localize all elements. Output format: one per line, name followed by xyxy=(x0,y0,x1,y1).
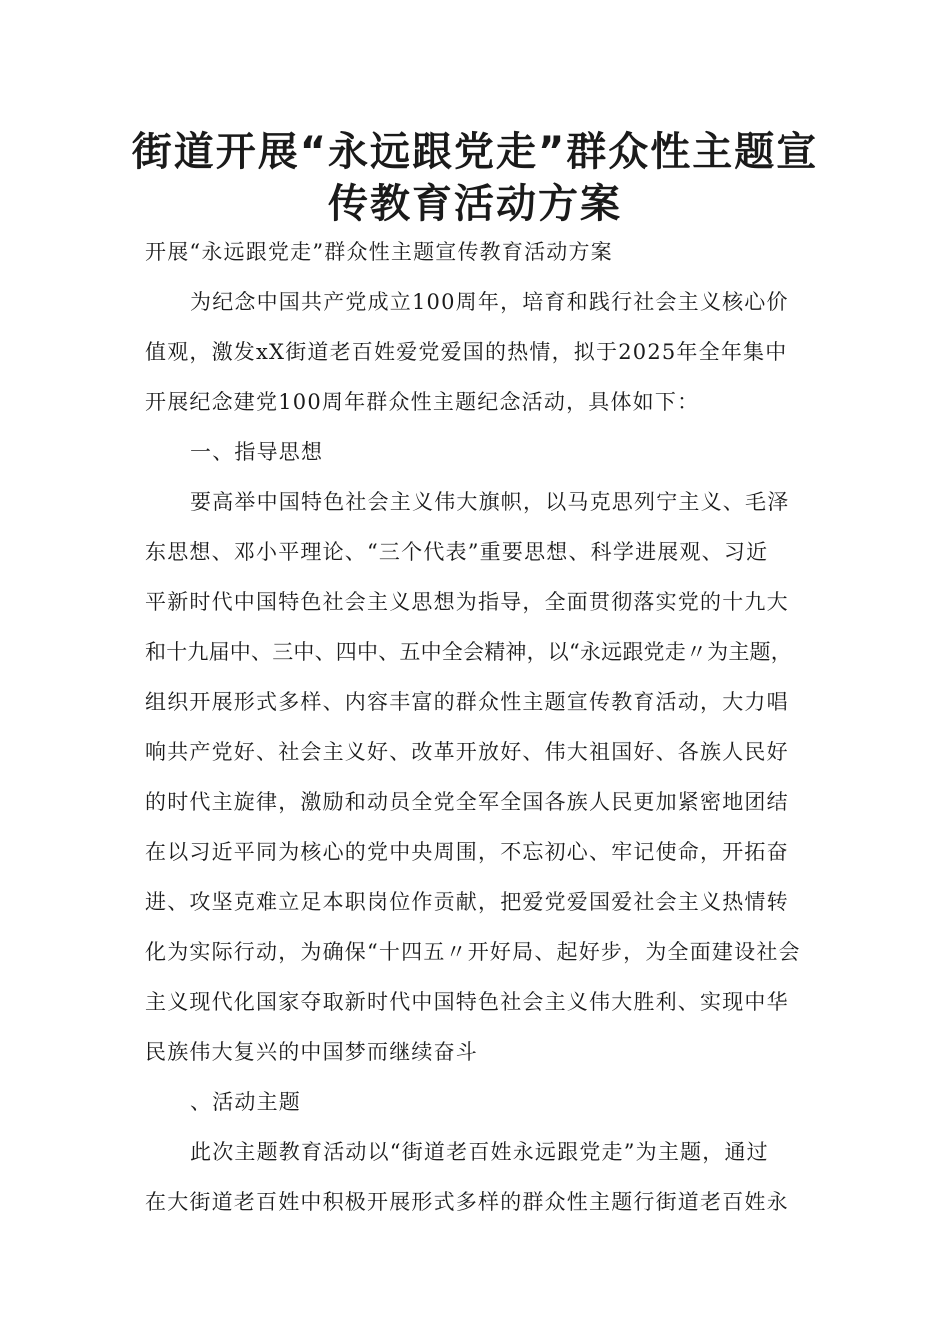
section1-line-7: 的时代主旋律，激励和动员全党全军全国各族人民更加紧密地团结 xyxy=(145,790,789,814)
section1-line-10: 化为实际行动，为确保“十四五〃开好局、起好步，为全面建设社会 xyxy=(145,940,801,964)
section1-line-12: 民族伟大复兴的中国梦而继续奋斗 xyxy=(145,1040,478,1064)
section1-line-2: 东思想、邓小平理论、“三个代表”重要思想、科学进展观、习近 xyxy=(145,540,769,564)
section-heading-guiding-ideology: 一、指导思想 xyxy=(190,440,324,464)
section1-line-3: 平新时代中国特色社会主义思想为指导，全面贯彻落实党的十九大 xyxy=(145,590,789,614)
section1-line-5: 组织开展形式多样、内容丰富的群众性主题宣传教育活动，大力唱 xyxy=(145,690,789,714)
document-subtitle: 开展“永远跟党走”群众性主题宣传教育活动方案 xyxy=(145,240,613,264)
section1-line-9: 进、攻坚克难立足本职岗位作贡献，把爱党爱国爱社会主义热情转 xyxy=(145,890,789,914)
document-title-line-1: 街道开展“永远跟党走”群众性主题宣 xyxy=(131,129,819,175)
section2-line-2: 在大街道老百姓中积极开展形式多样的群众性主题行街道老百姓永 xyxy=(145,1190,789,1214)
intro-line-2: 值观，激发xX街道老百姓爱党爱国的热情，拟于2025年全年集中 xyxy=(145,340,788,364)
document-title-line-2: 传教育活动方案 xyxy=(328,181,622,227)
section1-line-11: 主义现代化国家夺取新时代中国特色社会主义伟大胜利、实现中华 xyxy=(145,990,789,1014)
section1-line-6: 响共产党好、社会主义好、改革开放好、伟大祖国好、各族人民好 xyxy=(145,740,789,764)
section1-line-4: 和十九届中、三中、四中、五中全会精神，以“永远跟党走〃为主题， xyxy=(145,640,792,664)
section1-line-1: 要高举中国特色社会主义伟大旗帜，以马克思列宁主义、毛泽 xyxy=(190,490,790,514)
intro-line-3: 开展纪念建党100周年群众性主题纪念活动，具体如下： xyxy=(145,390,700,414)
section2-line-1: 此次主题教育活动以“街道老百姓永远跟党走”为主题，通过 xyxy=(190,1140,769,1164)
intro-line-1: 为纪念中国共产党成立100周年，培育和践行社会主义核心价 xyxy=(190,290,789,314)
section1-line-8: 在以习近平同为核心的党中央周围，不忘初心、牢记使命，开拓奋 xyxy=(145,840,789,864)
section-heading-activity-theme: 、活动主题 xyxy=(190,1090,301,1114)
